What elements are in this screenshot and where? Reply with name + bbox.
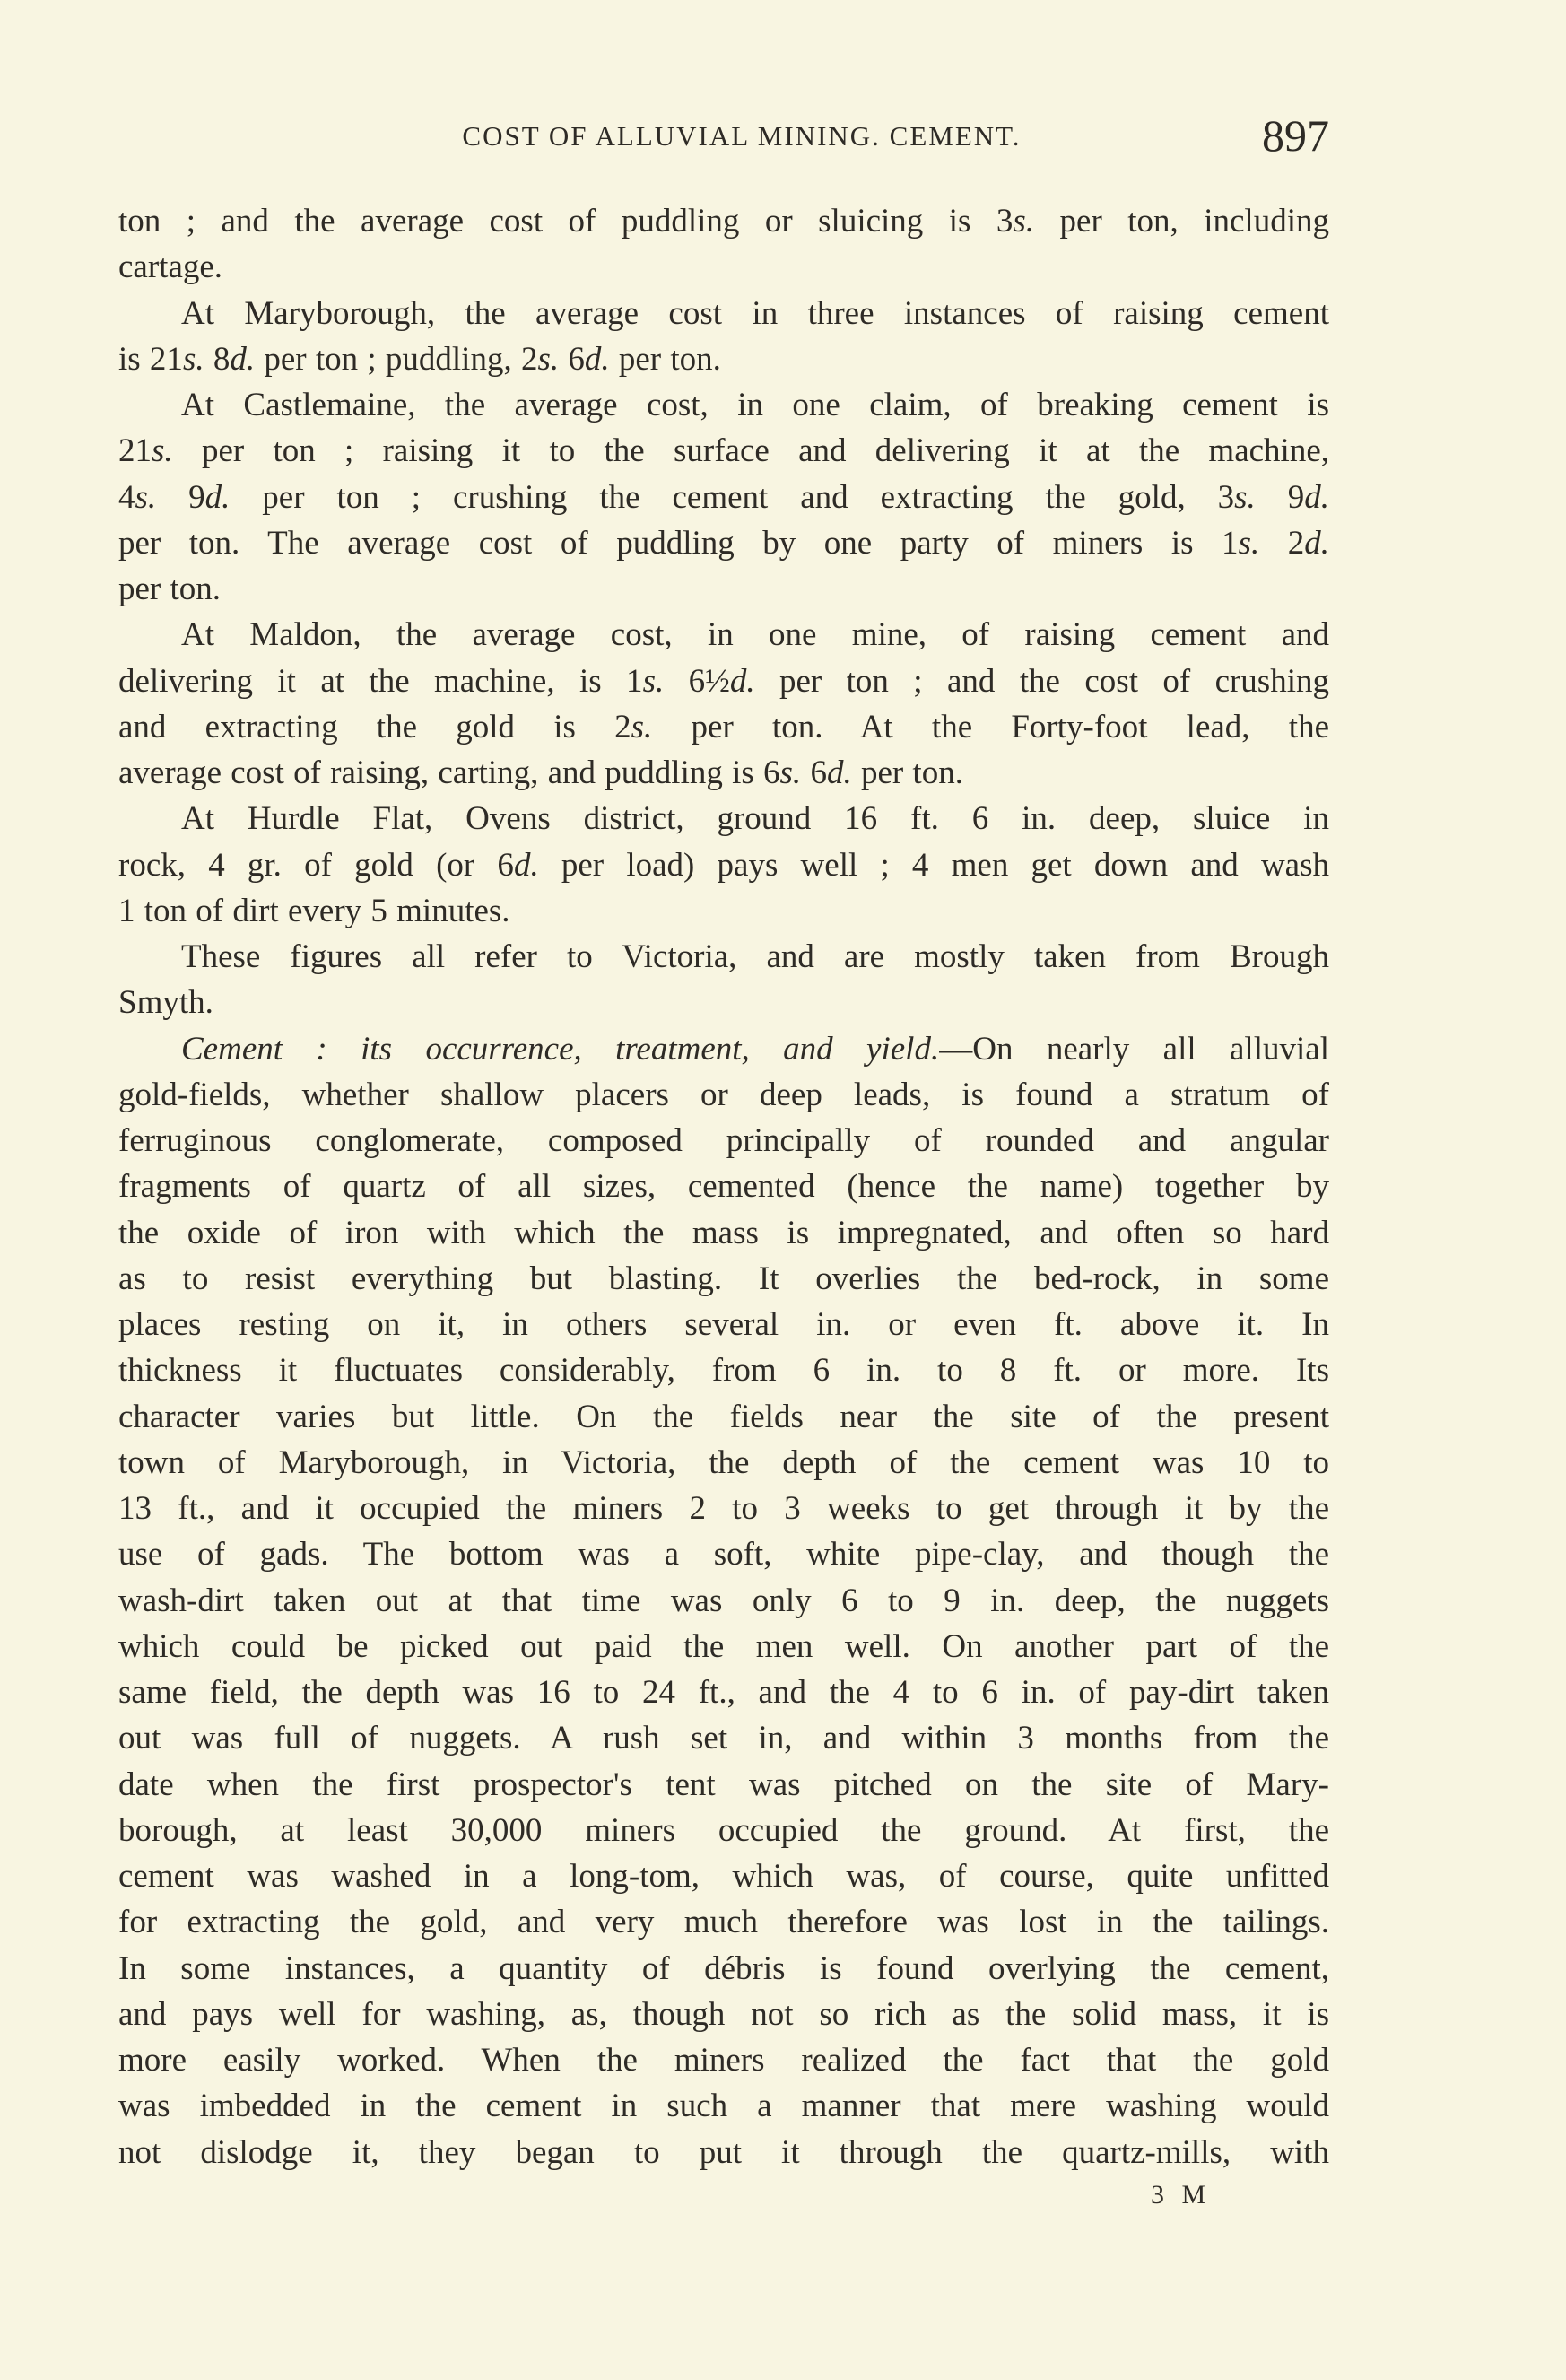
text: and pays well for washing, as, though not so rich as the solid mass, it is <box>118 1995 1329 2033</box>
paragraph <box>118 796 1329 934</box>
text: per ton. <box>609 340 721 378</box>
body-text <box>118 198 1329 2175</box>
text-line <box>118 888 1329 934</box>
text-line <box>118 475 1329 520</box>
text: delivering it at the machine, is 1 <box>118 662 643 700</box>
text-line <box>118 2130 1329 2175</box>
text-line <box>118 796 1329 841</box>
text-line <box>118 2083 1329 2129</box>
text: same field, the depth was 16 to 24 ft., and the 4 to 6 in. of pay-dirt taken <box>118 1674 1329 1711</box>
text-line <box>118 198 1329 244</box>
text-line <box>118 1026 1329 1072</box>
text: is 21 <box>118 340 183 378</box>
italic-text: s. <box>152 432 173 470</box>
text: 6 <box>801 754 827 791</box>
italic-text: d. <box>513 846 539 884</box>
text-line <box>118 1624 1329 1669</box>
text: out was full of nuggets. A rush set in, and within 3 months from the <box>118 1720 1329 1757</box>
text-line <box>118 566 1329 612</box>
text-line <box>118 704 1329 750</box>
italic-text: s. <box>135 478 157 516</box>
text-line <box>118 1210 1329 1256</box>
text: 21 <box>118 432 152 470</box>
italic-text: d. <box>1304 478 1329 516</box>
text-line <box>118 1394 1329 1440</box>
italic-text: d. <box>729 662 755 700</box>
italic-text: d. <box>1304 524 1329 562</box>
text-line <box>118 1347 1329 1393</box>
text: per ton ; and the cost of crushing <box>754 662 1329 700</box>
text-line <box>118 336 1329 382</box>
text-line <box>118 520 1329 566</box>
text-line <box>118 658 1329 704</box>
text-line <box>118 1118 1329 1164</box>
paragraph <box>118 934 1329 1026</box>
running-title: COST OF ALLUVIAL MINING. CEMENT. <box>462 120 1022 152</box>
italic-text: s. <box>537 340 560 378</box>
paragraph <box>118 612 1329 796</box>
text-line <box>118 1578 1329 1624</box>
text: character varies but little. On the fields near the site of the present <box>118 1398 1329 1435</box>
text: 9 <box>1255 478 1305 516</box>
text: the oxide of iron with which the mass is impregnated, and often so hard <box>118 1214 1329 1251</box>
text: At Hurdle Flat, Ovens district, ground 16 ft. 6 in. deep, sluice in <box>181 800 1329 838</box>
text-line <box>118 1072 1329 1118</box>
text-line <box>118 1853 1329 1899</box>
italic-text: s. <box>1238 524 1260 562</box>
text-line <box>118 980 1329 1025</box>
text: At Maryborough, the average cost in three instances of raising cement <box>181 294 1329 332</box>
signature-mark: 3 M <box>1151 2180 1212 2210</box>
text-line <box>118 1440 1329 1486</box>
text: 2 <box>1259 524 1305 562</box>
text: per ton. The average cost of puddling by one party of miners is 1 <box>118 524 1239 562</box>
text: was imbedded in the cement in such a manner that mere washing would <box>118 2088 1329 2125</box>
text: At Castlemaine, the average cost, in one claim, of breaking cement is <box>181 387 1329 423</box>
text: rock, 4 gr. of gold (or 6 <box>118 846 514 884</box>
text: thickness it fluctuates considerably, from 6 in. to 8 ft. or more. Its <box>118 1352 1329 1390</box>
paragraph <box>118 198 1329 291</box>
text-line <box>118 1302 1329 1347</box>
text: 9 <box>156 478 205 516</box>
text: 6 <box>559 340 585 378</box>
paragraph <box>118 382 1329 612</box>
italic-text: s. <box>779 754 802 791</box>
text-line <box>118 1164 1329 1209</box>
text: more easily worked. When the miners realized the fact that the gold <box>118 2042 1329 2079</box>
text-line <box>118 428 1329 474</box>
text: 8 <box>204 340 231 378</box>
italic-text: s. <box>1234 478 1256 516</box>
text: town of Maryborough, in Victoria, the depth of the cement was 10 to <box>118 1443 1329 1481</box>
text-line <box>118 1946 1329 1992</box>
italic-text: s. <box>1013 203 1035 240</box>
text: places resting on it, in others several in. or even ft. above it. In <box>118 1306 1329 1343</box>
text-line <box>118 750 1329 796</box>
text-line <box>118 934 1329 980</box>
text: —On nearly all alluvial <box>939 1030 1329 1068</box>
text: per ton ; puddling, 2 <box>255 340 538 378</box>
text: cement was washed in a long-tom, which was, of course, quite unfitted <box>118 1858 1329 1895</box>
text: which could be picked out paid the men well. On another part of the <box>118 1627 1329 1665</box>
text: gold-fields, whether shallow placers or deep leads, is found a stratum of <box>118 1076 1329 1113</box>
text: borough, at least 30,000 miners occupied the ground. At first, the <box>118 1811 1329 1849</box>
text: and extracting the gold is 2 <box>118 708 631 745</box>
text-line <box>118 1486 1329 1531</box>
text: 1 ton of dirt every 5 minutes. <box>118 892 510 929</box>
text-line <box>118 1531 1329 1577</box>
text-line <box>118 2037 1329 2083</box>
text-line <box>118 291 1329 336</box>
text: as to resist everything but blasting. It overlies the bed-rock, in some <box>118 1260 1329 1297</box>
text: date when the first prospector's tent was pitched on the site of Mary- <box>118 1765 1329 1803</box>
text-line <box>118 1256 1329 1302</box>
italic-text: d. <box>204 478 231 516</box>
text: ferruginous conglomerate, composed principally of rounded and angular <box>118 1122 1329 1159</box>
text: fragments of quartz of all sizes, cemented (hence the name) together by <box>118 1168 1329 1206</box>
italic-text: d. <box>584 340 610 378</box>
text: per ton ; raising it to the surface and delivering it at the machine, <box>172 432 1329 470</box>
text-line <box>118 382 1329 428</box>
text-line <box>118 1899 1329 1945</box>
italic-text: s. <box>182 340 204 378</box>
page-number: 897 <box>1262 110 1329 161</box>
italic-text: d. <box>230 340 256 378</box>
text: These figures all refer to Victoria, and are mostly taken from Brough <box>181 938 1329 975</box>
text: for extracting the gold, and very much therefore was lost in the tailings. <box>118 1904 1329 1941</box>
italic-text: Cement : its occurrence, treatment, and yield. <box>181 1030 940 1068</box>
text: per ton, including <box>1034 203 1329 240</box>
text: 13 ft., and it occupied the miners 2 to 3 weeks to get through it by the <box>118 1490 1329 1527</box>
text: per ton. <box>118 571 222 607</box>
text: per ton. At the Forty-foot lead, the <box>652 708 1329 745</box>
text: ton ; and the average cost of puddling or sluicing is 3 <box>118 203 1014 240</box>
running-header <box>118 110 1329 161</box>
text-line <box>118 1669 1329 1715</box>
text: average cost of raising, carting, and puddling is 6 <box>118 754 780 791</box>
text: Smyth. <box>118 984 213 1022</box>
text: At Maldon, the average cost, in one mine, of raising cement and <box>181 616 1329 654</box>
text-line <box>118 1715 1329 1761</box>
text-line <box>118 244 1329 290</box>
text-line <box>118 612 1329 658</box>
text: per ton ; crushing the cement and extracting the gold, 3 <box>230 478 1235 516</box>
text: per ton. <box>851 754 963 791</box>
text: 6½ <box>664 662 730 700</box>
text: In some instances, a quantity of débris is found overlying the cement, <box>118 1949 1329 1987</box>
text: per load) pays well ; 4 men get down and wash <box>538 846 1329 884</box>
text-line <box>118 1808 1329 1853</box>
italic-text: s. <box>631 708 653 745</box>
text-line <box>118 1992 1329 2037</box>
text-line <box>118 1762 1329 1808</box>
text: 4 <box>118 478 135 516</box>
text: not dislodge it, they began to put it through the quartz-mills, with <box>118 2133 1329 2171</box>
text-line <box>118 842 1329 888</box>
italic-text: d. <box>826 754 852 791</box>
text: cartage. <box>118 248 223 286</box>
text: wash-dirt taken out at that time was only 6 to 9 in. deep, the nuggets <box>118 1582 1329 1619</box>
text: use of gads. The bottom was a soft, white pipe-clay, and though the <box>118 1536 1329 1574</box>
paragraph <box>118 291 1329 383</box>
italic-text: s. <box>642 662 665 700</box>
paragraph <box>118 1026 1329 2175</box>
